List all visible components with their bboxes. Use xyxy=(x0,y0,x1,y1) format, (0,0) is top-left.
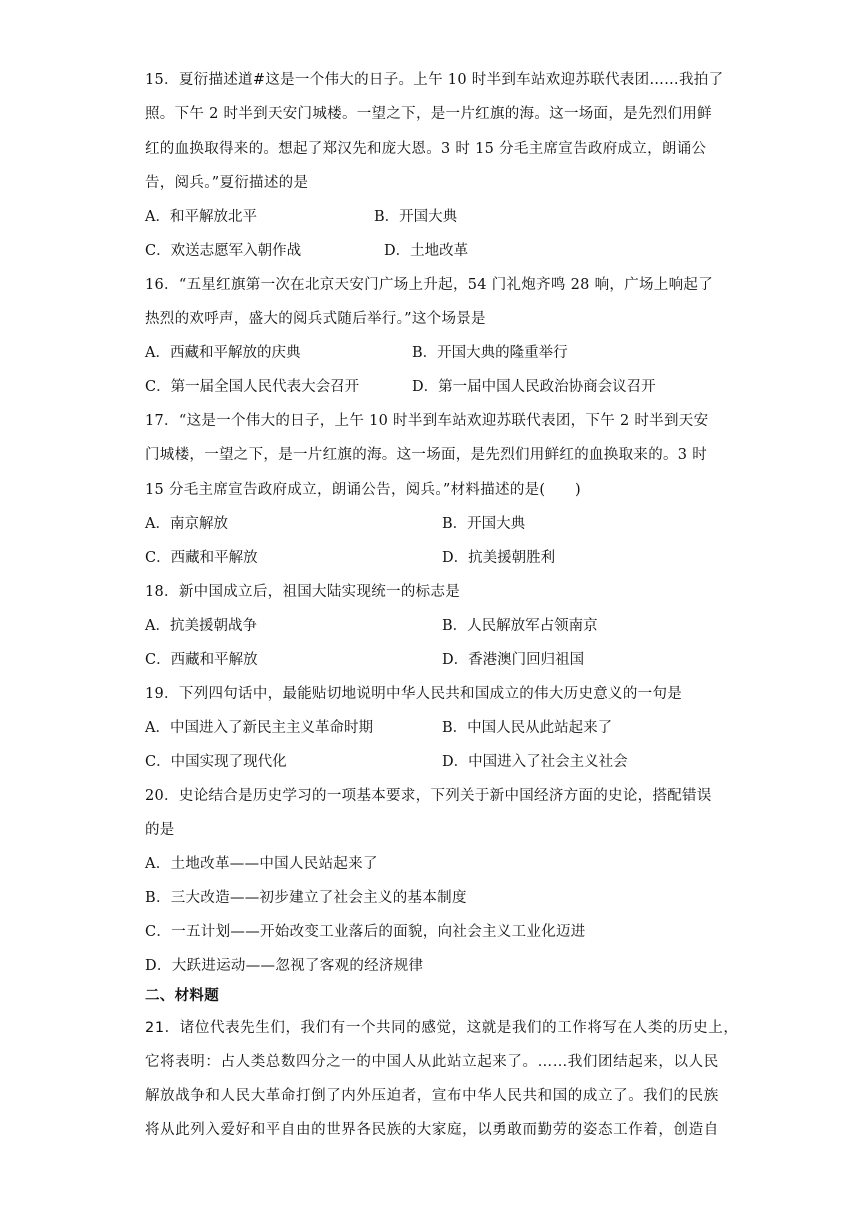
q18-option-d: D．香港澳门回归祖国 xyxy=(442,652,585,668)
q15-line-1: 15．夏衍描述道#这是一个伟大的日子。上午 10 时半到车站欢迎苏联代表团……我拍了 xyxy=(145,72,724,88)
q17-option-c: C．西藏和平解放 xyxy=(145,550,258,566)
q17-option-d: D．抗美援朝胜利 xyxy=(442,550,556,566)
q15-option-d: D．土地改革 xyxy=(384,243,469,259)
q18-option-c: C．西藏和平解放 xyxy=(145,652,258,668)
q15-option-c: C．欢送志愿军入朝作战 xyxy=(145,243,302,259)
q16-option-a: A．西藏和平解放的庆典 xyxy=(145,345,301,361)
q20-option-b: B．三大改造——初步建立了社会主义的基本制度 xyxy=(145,890,467,906)
q18-option-a: A．抗美援朝战争 xyxy=(145,618,257,634)
q15-option-a: A．和平解放北平 xyxy=(145,209,257,225)
q19-option-a: A．中国进入了新民主主义革命时期 xyxy=(145,720,373,736)
q21-line-2: 它将表明：占人类总数四分之一的中国人从此站立起来了。……我们团结起来，以人民 xyxy=(145,1054,719,1070)
q19-line-1: 19．下列四句话中，最能贴切地说明中华人民共和国成立的伟大历史意义的一句是 xyxy=(145,686,683,702)
q20-line-2: 的是 xyxy=(145,822,175,838)
q18-option-b: B．人民解放军占领南京 xyxy=(442,618,598,634)
q17-line-2: 门城楼，一望之下，是一片红旗的海。这一场面，是先烈们用鲜红的血换取来的。3 时 xyxy=(145,447,708,463)
q15-line-2: 照。下午 2 时半到天安门城楼。一望之下，是一片红旗的海。这一场面，是先烈们用鲜 xyxy=(145,106,712,122)
q17-option-b: B．开国大典 xyxy=(442,516,526,532)
q20-line-1: 20．史论结合是历史学习的一项基本要求，下列关于新中国经济方面的史论，搭配错误 xyxy=(145,788,712,804)
q15-line-4: 告，阅兵。”夏衍描述的是 xyxy=(145,175,309,191)
q17-line-3: 15 分毛主席宣告政府成立，朗诵公告，阅兵。”材料描述的是( ) xyxy=(145,482,581,498)
q21-line-3: 解放战争和人民大革命打倒了内外压迫者，宣布中华人民共和国的成立了。我们的民族 xyxy=(145,1088,719,1104)
q20-option-d: D．大跃进运动——忽视了客观的经济规律 xyxy=(145,958,424,974)
q16-option-d: D．第一届中国人民政治协商会议召开 xyxy=(412,379,656,395)
q20-option-a: A．土地改革——中国人民站起来了 xyxy=(145,856,378,872)
q16-option-c: C．第一届全国人民代表大会召开 xyxy=(145,379,360,395)
q16-line-2: 热烈的欢呼声，盛大的阅兵式随后举行。”这个场景是 xyxy=(145,311,486,327)
q18-line-1: 18．新中国成立后，祖国大陆实现统一的标志是 xyxy=(145,584,461,600)
q19-option-d: D．中国进入了社会主义社会 xyxy=(442,754,628,770)
q21-line-4: 将从此列入爱好和平自由的世界各民族的大家庭，以勇敢而勤劳的姿态工作着，创造自 xyxy=(145,1122,719,1138)
q15-line-3: 红的血换取得来的。想起了郑汉先和庞大恩。3 时 15 分毛主席宣告政府成立，朗诵公 xyxy=(145,141,707,157)
section-title: 二、材料题 xyxy=(145,987,219,1004)
q17-line-1: 17．“这是一个伟大的日子，上午 10 时半到车站欢迎苏联代表团，下午 2 时半到天安 xyxy=(145,413,709,429)
q21-line-1: 21．诸位代表先生们，我们有一个共同的感觉，这就是我们的工作将写在人类的历史上， xyxy=(145,1020,739,1036)
q17-option-a: A．南京解放 xyxy=(145,516,228,532)
q16-line-1: 16．“五星红旗第一次在北京天安门广场上升起，54 门礼炮齐鸣 28 响，广场上响起了 xyxy=(145,277,713,293)
q16-option-b: B．开国大典的隆重举行 xyxy=(412,345,568,361)
q20-option-c: C．一五计划——开始改变工业落后的面貌，向社会主义工业化迈进 xyxy=(145,924,586,940)
q15-option-b: B．开国大典 xyxy=(374,209,458,225)
q19-option-c: C．中国实现了现代化 xyxy=(145,754,287,770)
q19-option-b: B．中国人民从此站起来了 xyxy=(442,720,613,736)
